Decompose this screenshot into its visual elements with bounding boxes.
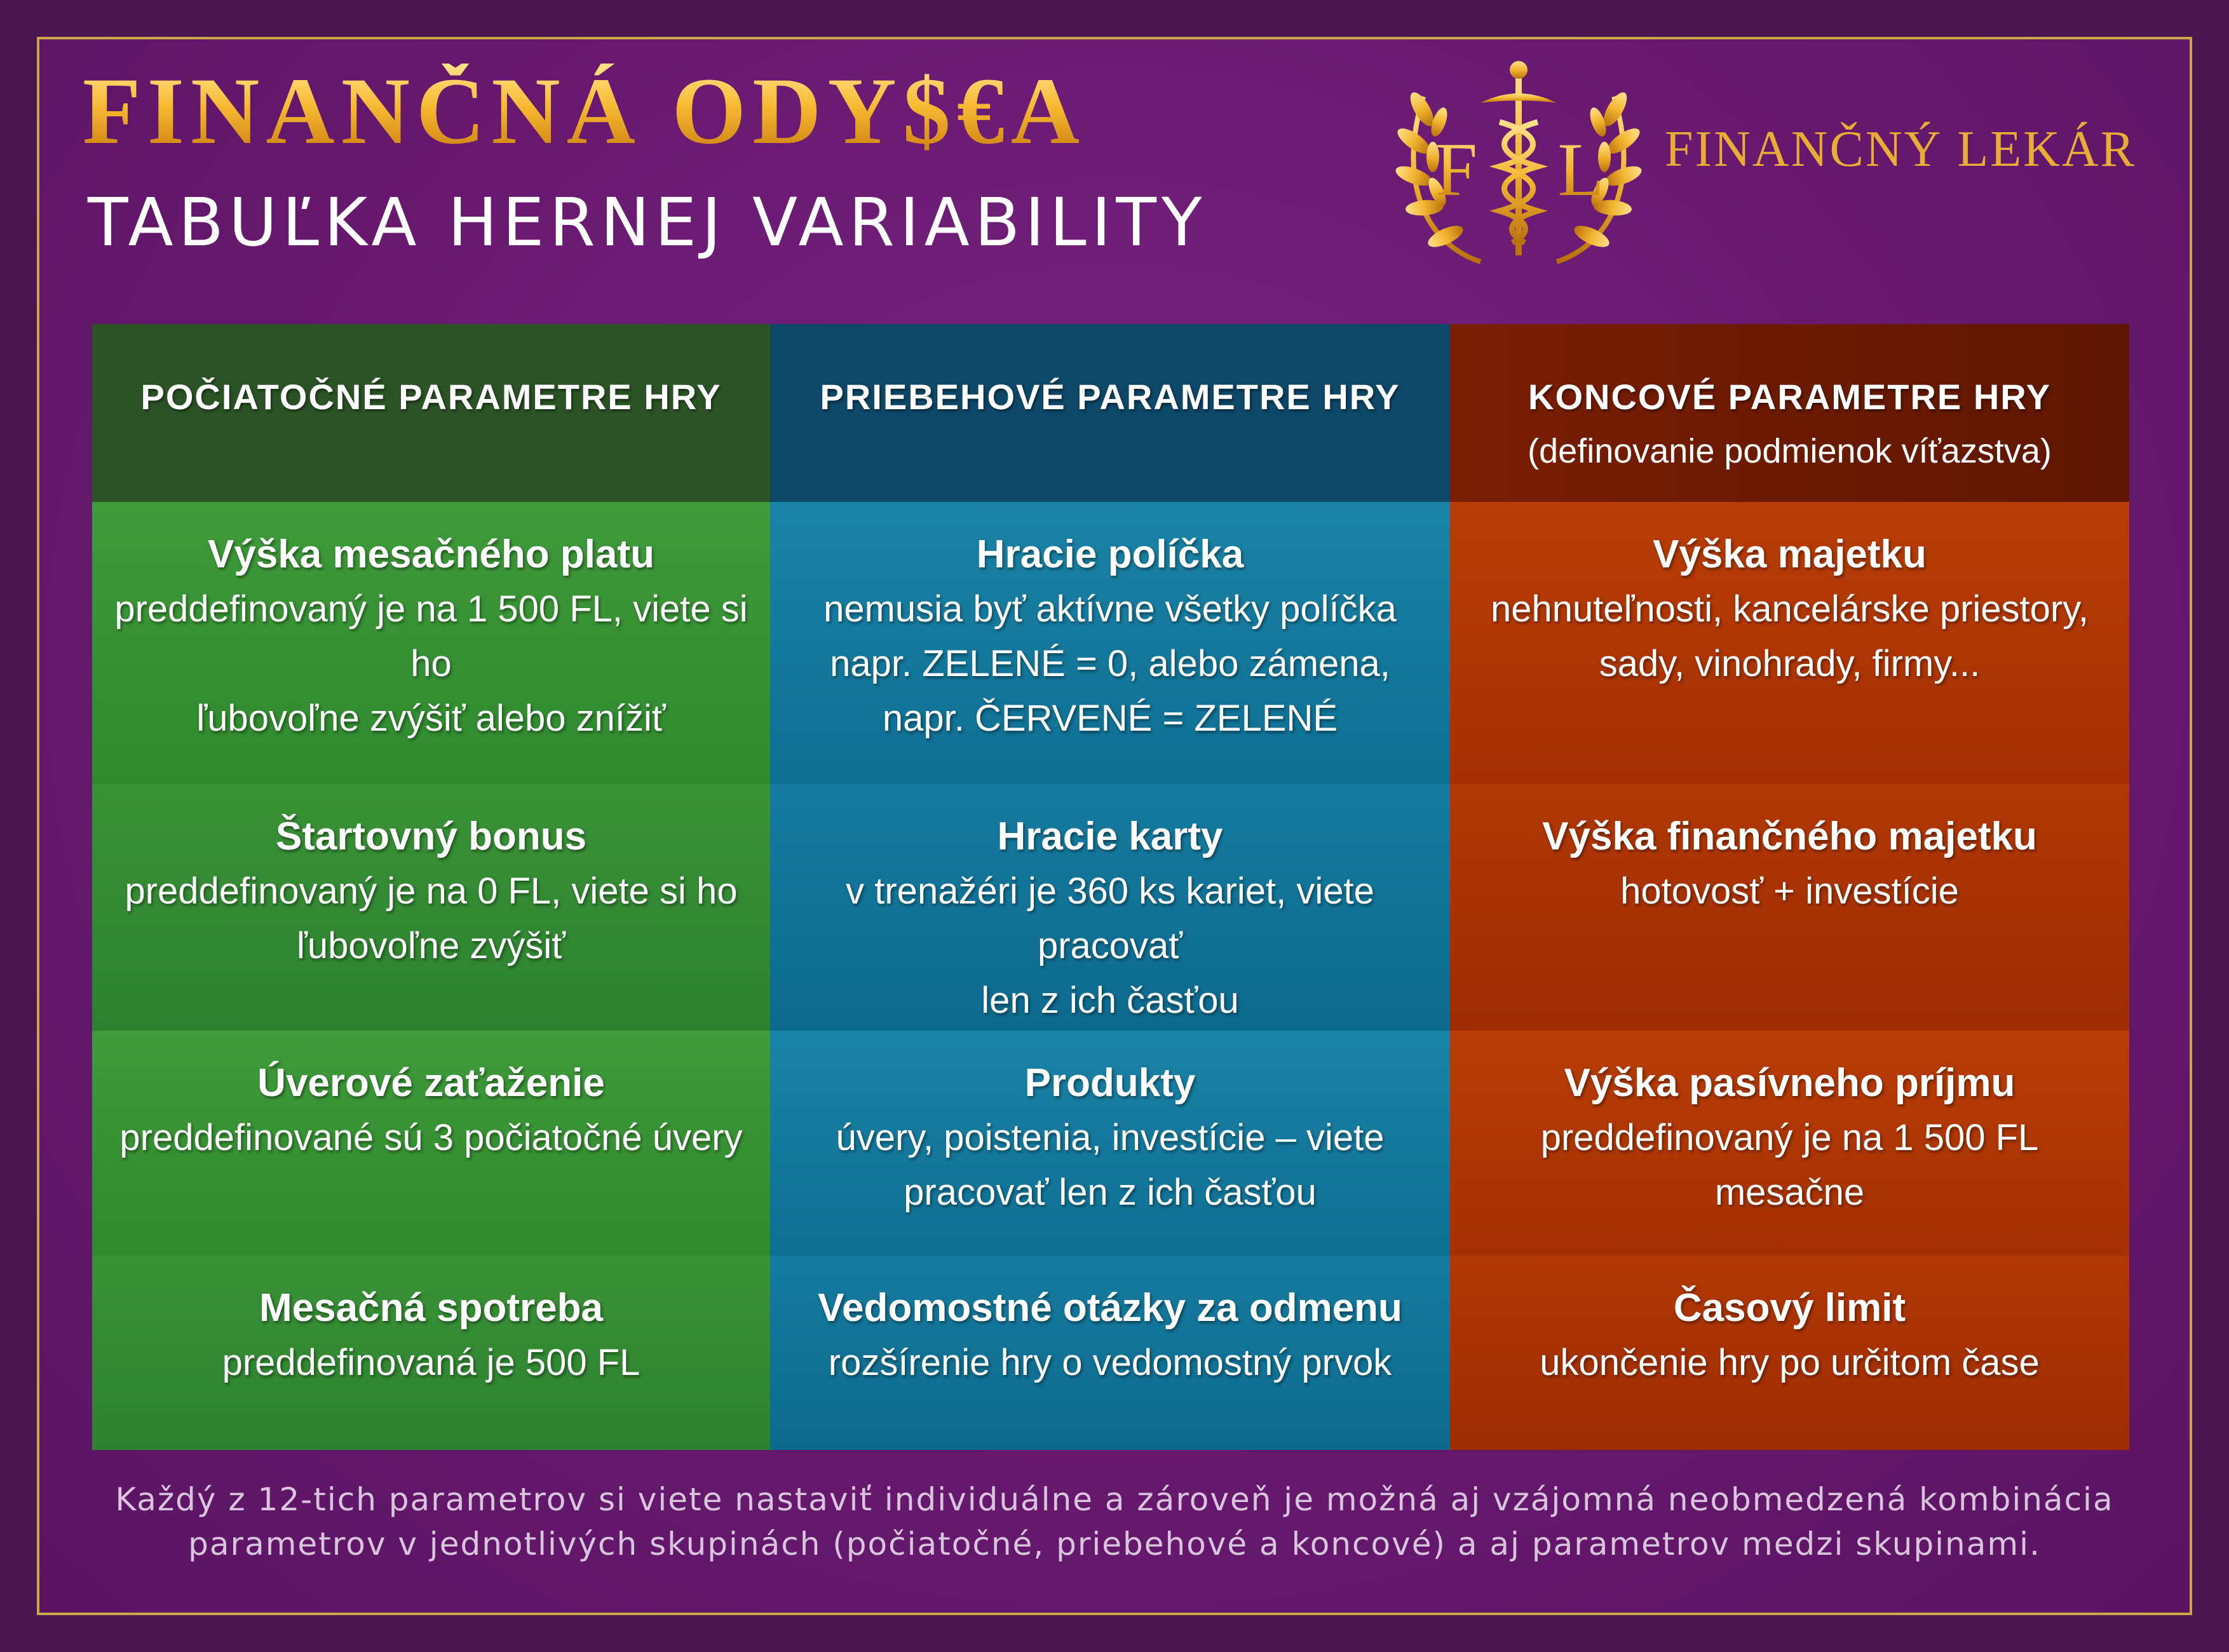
caduceus-icon [1480, 61, 1557, 255]
parameter-description: úvery, poistenia, investície – viete pracovať len z ich časťou [836, 1117, 1385, 1213]
table-cell [1450, 1256, 2129, 1450]
table-cell [1450, 502, 2129, 784]
brand-name: FINANČNÝ LEKÁR [1665, 121, 2136, 177]
footer-line-1: Každý z 12-tich parametrov si viete nastaviť individuálne a zároveň je možná aj vzájomná neobmedzená kombinácia [115, 1481, 2114, 1518]
parameter-title: Vedomostné otázky za odmenu [818, 1286, 1402, 1330]
laurel-wreath-icon [1385, 52, 1652, 281]
table-cell [1450, 784, 2129, 1031]
parameter-title: Výška finančného majetku [1542, 815, 2037, 858]
parameter-description: rozšírenie hry o vedomostný prvok [828, 1342, 1392, 1383]
table-cell [770, 1256, 1450, 1450]
parameter-description: v trenažéri je 360 ks kariet, viete pracovať len z ich časťou [846, 870, 1374, 1021]
parameter-description: preddefinovaný je na 0 FL, viete si ho ľubovoľne zvýšiť [125, 870, 738, 966]
parameter-description: preddefinované sú 3 počiatočné úvery [119, 1117, 743, 1158]
column-header-progress [770, 324, 1450, 502]
parameter-title: Produkty [1024, 1061, 1196, 1105]
column-header-initial [92, 324, 770, 502]
footer-note [95, 1477, 2134, 1566]
parameter-description: ukončenie hry po určitom čase [1540, 1342, 2040, 1383]
table-cell [92, 784, 770, 1031]
column-heading: PRIEBEHOVÉ PARAMETRE HRY [820, 377, 1400, 417]
logo-letter-l: L [1557, 127, 1604, 212]
table-cell [92, 502, 770, 784]
parameter-title: Hracie karty [997, 815, 1223, 858]
table-cell [770, 1031, 1450, 1256]
parameter-title: Štartovný bonus [275, 815, 587, 858]
parameter-title: Mesačná spotreba [259, 1286, 603, 1330]
parameter-title: Výška mesačného platu [208, 532, 654, 576]
table-cell [92, 1031, 770, 1256]
page-title: FINANČNÁ ODY$€A [83, 58, 1087, 164]
parameter-title: Časový limit [1673, 1286, 1906, 1330]
table-cell [1450, 1031, 2129, 1256]
parameters-table [92, 324, 2129, 1450]
table-cell [92, 1256, 770, 1450]
logo-letter-f: F [1435, 127, 1478, 212]
table-cell [770, 784, 1450, 1031]
parameter-description: nehnuteľnosti, kancelárske priestory, sady, vinohrady, firmy... [1490, 588, 2089, 684]
footer-line-2: parametrov v jednotlivých skupinách (počiatočné, priebehové a koncové) a aj parametrov medzi skupinami. [188, 1526, 2041, 1562]
column-subheading: (definovanie podmienok víťazstva) [1528, 432, 2052, 470]
column-heading: KONCOVÉ PARAMETRE HRY [1528, 377, 2051, 417]
column-heading: POČIATOČNÉ PARAMETRE HRY [140, 377, 722, 417]
parameter-description: preddefinovaná je 500 FL [222, 1342, 640, 1383]
table-cell [770, 502, 1450, 784]
parameter-description: preddefinovaný je na 1 500 FL, viete si ho ľubovoľne zvýšiť alebo znížiť [114, 588, 748, 739]
parameter-title: Hracie políčka [976, 532, 1244, 576]
column-header-final [1450, 324, 2129, 502]
parameter-description: preddefinovaný je na 1 500 FL mesačne [1540, 1117, 2039, 1213]
parameter-title: Výška majetku [1653, 532, 1927, 576]
page-subtitle: TABUĽKA HERNEJ VARIABILITY [88, 184, 1207, 261]
parameter-title: Úverové zaťaženie [257, 1061, 605, 1105]
parameter-title: Výška pasívneho príjmu [1564, 1061, 2016, 1105]
parameter-description: nemusia byť aktívne všetky políčka napr. ZELENÉ = 0, alebo zámena, napr. ČERVENÉ = ZELENÉ [823, 588, 1397, 739]
parameter-description: hotovosť + investície [1620, 870, 1959, 912]
